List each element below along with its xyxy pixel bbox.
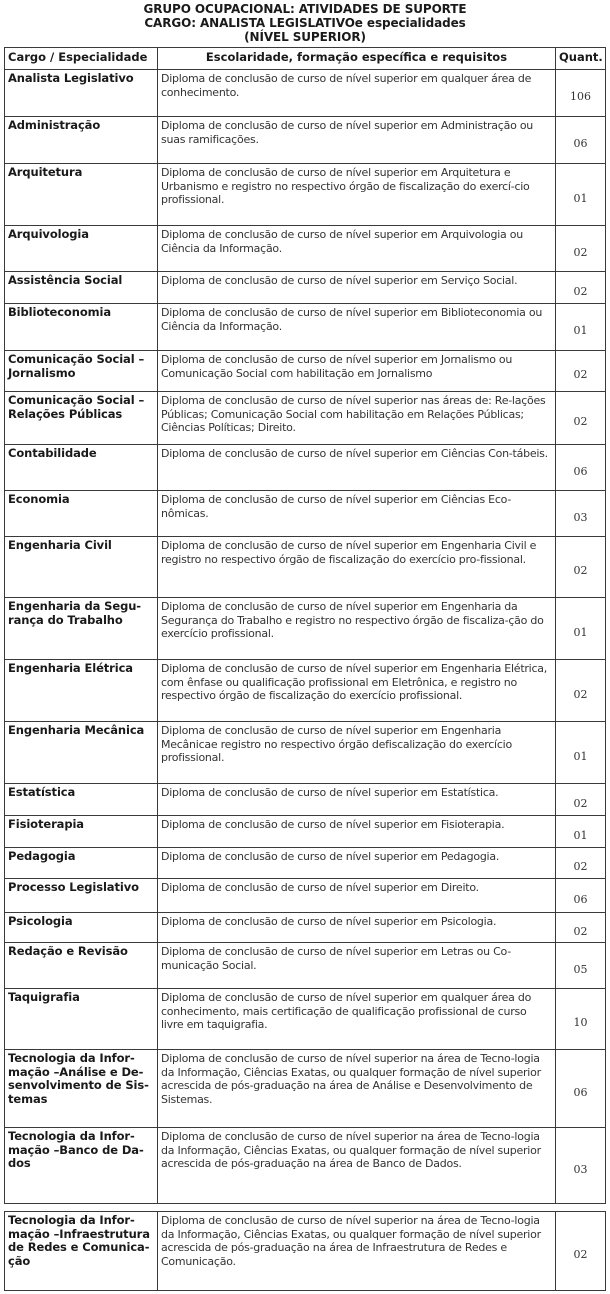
cargo-cell: Comunicação Social – Relações Públicas <box>5 392 158 445</box>
cargo-cell: Engenharia Mecânica <box>5 722 158 784</box>
quant-cell: 06 <box>556 117 606 164</box>
positions-table-continued <box>4 1211 606 1291</box>
column-header-cargo: Cargo / Especialidade <box>5 48 158 70</box>
quant-cell: 02 <box>556 660 606 722</box>
table-row <box>5 848 606 879</box>
requisitos-cell: Diploma de conclusão de curso de nível superior em Fisioterapia. <box>158 816 556 848</box>
quant-cell: 02 <box>556 1212 606 1291</box>
table-row <box>5 943 606 989</box>
cargo-cell: Arquivologia <box>5 226 158 272</box>
table-row <box>5 1212 606 1291</box>
column-header-requisitos: Escolaridade, formação específica e requisitos <box>158 48 556 70</box>
requisitos-cell: Diploma de conclusão de curso de nível superior em qualquer área de conhecimento. <box>158 70 556 117</box>
table-row <box>5 537 606 598</box>
quant-cell: 06 <box>556 1050 606 1128</box>
cargo-cell: Engenharia Elétrica <box>5 660 158 722</box>
cargo-cell: Redação e Revisão <box>5 943 158 989</box>
requisitos-cell: Diploma de conclusão de curso de nível superior em Estatística. <box>158 784 556 816</box>
cargo-cell: Pedagogia <box>5 848 158 879</box>
requisitos-cell: Diploma de conclusão de curso de nível superior em Engenharia da Segurança do Trabalho e registro no respectivo órgão de fiscaliza-ção do exercício profissional. <box>158 598 556 660</box>
requisitos-cell: Diploma de conclusão de curso de nível superior em Engenharia Elétrica, com ênfase ou qualificação profissional em Eletrônica, e registro no respectivo órgão de fiscalização do exercício profissional. <box>158 660 556 722</box>
table-row <box>5 164 606 226</box>
requisitos-cell: Diploma de conclusão de curso de nível superior em Letras ou Co-municação Social. <box>158 943 556 989</box>
table-row <box>5 70 606 117</box>
quant-cell: 02 <box>556 784 606 816</box>
requisitos-cell: Diploma de conclusão de curso de nível superior em Engenharia Mecânicae registro no respectivo órgão defiscalização do exercício profissional. <box>158 722 556 784</box>
requisitos-cell: Diploma de conclusão de curso de nível superior na área de Tecno-logia da Informação, Ciências Exatas, ou qualquer formação de nível superior acrescida de pós-graduação na área de Infraestrutura de Redes e Comunicação. <box>158 1212 556 1291</box>
cargo-cell: Tecnologia da Infor-mação –Banco de Da-dos <box>5 1128 158 1204</box>
table-row <box>5 304 606 351</box>
requisitos-cell: Diploma de conclusão de curso de nível superior em Direito. <box>158 879 556 913</box>
table-row <box>5 913 606 943</box>
table-row <box>5 1128 606 1204</box>
cargo-cell: Engenharia da Segu-rança do Trabalho <box>5 598 158 660</box>
cargo-cell: Contabilidade <box>5 445 158 491</box>
cargo-cell: Analista Legislativo <box>5 70 158 117</box>
cargo-cell: Assistência Social <box>5 272 158 304</box>
cargo-cell: Biblioteconomia <box>5 304 158 351</box>
requisitos-cell: Diploma de conclusão de curso de nível superior em Engenharia Civil e registro no respectivo órgão de fiscalização do exercício pro-fissional. <box>158 537 556 598</box>
cargo-cell: Arquitetura <box>5 164 158 226</box>
requisitos-cell: Diploma de conclusão de curso de nível superior em Arquitetura e Urbanismo e registro no respectivo órgão de fiscalização do exercí-cio profissional. <box>158 164 556 226</box>
quant-cell: 05 <box>556 943 606 989</box>
quant-cell: 02 <box>556 913 606 943</box>
quant-cell: 106 <box>556 70 606 117</box>
table-row <box>5 816 606 848</box>
requisitos-cell: Diploma de conclusão de curso de nível superior na área de Tecno-logia da Informação, Ciências Exatas, ou qualquer formação de nível superior acrescida de pós-graduação na área de Banco de Dados. <box>158 1128 556 1204</box>
table-row <box>5 989 606 1050</box>
column-header-quant: Quant. <box>556 48 606 70</box>
requisitos-cell: Diploma de conclusão de curso de nível superior em Ciências Con-tábeis. <box>158 445 556 491</box>
cargo-cell: Comunicação Social – Jornalismo <box>5 351 158 392</box>
level-title: (NÍVEL SUPERIOR) <box>244 30 366 44</box>
requisitos-cell: Diploma de conclusão de curso de nível superior em Serviço Social. <box>158 272 556 304</box>
quant-cell: 01 <box>556 722 606 784</box>
table-row <box>5 445 606 491</box>
requisitos-cell: Diploma de conclusão de curso de nível superior em Arquivologia ou Ciência da Informação. <box>158 226 556 272</box>
requisitos-cell: Diploma de conclusão de curso de nível superior em Pedagogia. <box>158 848 556 879</box>
requisitos-cell: Diploma de conclusão de curso de nível superior na área de Tecno-logia da Informação, Ciências Exatas, ou qualquer formação de nível superior acrescida de pós-graduação na área de Análise e Desenvolvimento de Sistemas. <box>158 1050 556 1128</box>
table-row <box>5 784 606 816</box>
quant-cell: 01 <box>556 816 606 848</box>
requisitos-cell: Diploma de conclusão de curso de nível superior em Biblioteconomia ou Ciência da Informação. <box>158 304 556 351</box>
quant-cell: 01 <box>556 164 606 226</box>
table-row <box>5 598 606 660</box>
requisitos-cell: Diploma de conclusão de curso de nível superior em qualquer área do conhecimento, mais certificação de qualificação profissional de curso livre em taquigrafia. <box>158 989 556 1050</box>
quant-cell: 02 <box>556 272 606 304</box>
quant-cell: 02 <box>556 351 606 392</box>
table-row <box>5 722 606 784</box>
table-row <box>5 117 606 164</box>
table-row <box>5 660 606 722</box>
quant-cell: 02 <box>556 537 606 598</box>
cargo-cell: Tecnologia da Infor-mação –Análise e De-senvolvimento de Sis-temas <box>5 1050 158 1128</box>
positions-table <box>4 47 606 1204</box>
quant-cell: 03 <box>556 1128 606 1204</box>
quant-cell: 02 <box>556 848 606 879</box>
cargo-cell: Economia <box>5 491 158 537</box>
table-row <box>5 392 606 445</box>
requisitos-cell: Diploma de conclusão de curso de nível superior em Jornalismo ou Comunicação Social com habilitação em Jornalismo <box>158 351 556 392</box>
quant-cell: 01 <box>556 304 606 351</box>
table-row <box>5 351 606 392</box>
cargo-cell: Estatística <box>5 784 158 816</box>
cargo-title: CARGO: ANALISTA LEGISLATIVOe especialidades <box>144 16 466 30</box>
cargo-cell: Fisioterapia <box>5 816 158 848</box>
cargo-cell: Tecnologia da Infor-mação –Infraestrutura de Redes e Comunica-ção <box>5 1212 158 1291</box>
table-row <box>5 1050 606 1128</box>
quant-cell: 10 <box>556 989 606 1050</box>
table-row <box>5 879 606 913</box>
quant-cell: 03 <box>556 491 606 537</box>
quant-cell: 01 <box>556 598 606 660</box>
requisitos-cell: Diploma de conclusão de curso de nível superior em Psicologia. <box>158 913 556 943</box>
quant-cell: 02 <box>556 392 606 445</box>
cargo-cell: Processo Legislativo <box>5 879 158 913</box>
group-title: GRUPO OCUPACIONAL: ATIVIDADES DE SUPORTE <box>143 2 467 16</box>
requisitos-cell: Diploma de conclusão de curso de nível superior em Ciências Eco-nômicas. <box>158 491 556 537</box>
requisitos-cell: Diploma de conclusão de curso de nível superior nas áreas de: Re-lações Públicas; Comunicação Social com habilitação em Relações Públicas; Ciências Políticas; Direito. <box>158 392 556 445</box>
quant-cell: 06 <box>556 445 606 491</box>
requisitos-cell: Diploma de conclusão de curso de nível superior em Administração ou suas ramificações. <box>158 117 556 164</box>
cargo-cell: Administração <box>5 117 158 164</box>
table-row <box>5 491 606 537</box>
cargo-cell: Engenharia Civil <box>5 537 158 598</box>
table-header-row <box>5 48 606 70</box>
table-row <box>5 226 606 272</box>
cargo-cell: Psicologia <box>5 913 158 943</box>
cargo-cell: Taquigrafia <box>5 989 158 1050</box>
quant-cell: 06 <box>556 879 606 913</box>
quant-cell: 02 <box>556 226 606 272</box>
table-row <box>5 272 606 304</box>
